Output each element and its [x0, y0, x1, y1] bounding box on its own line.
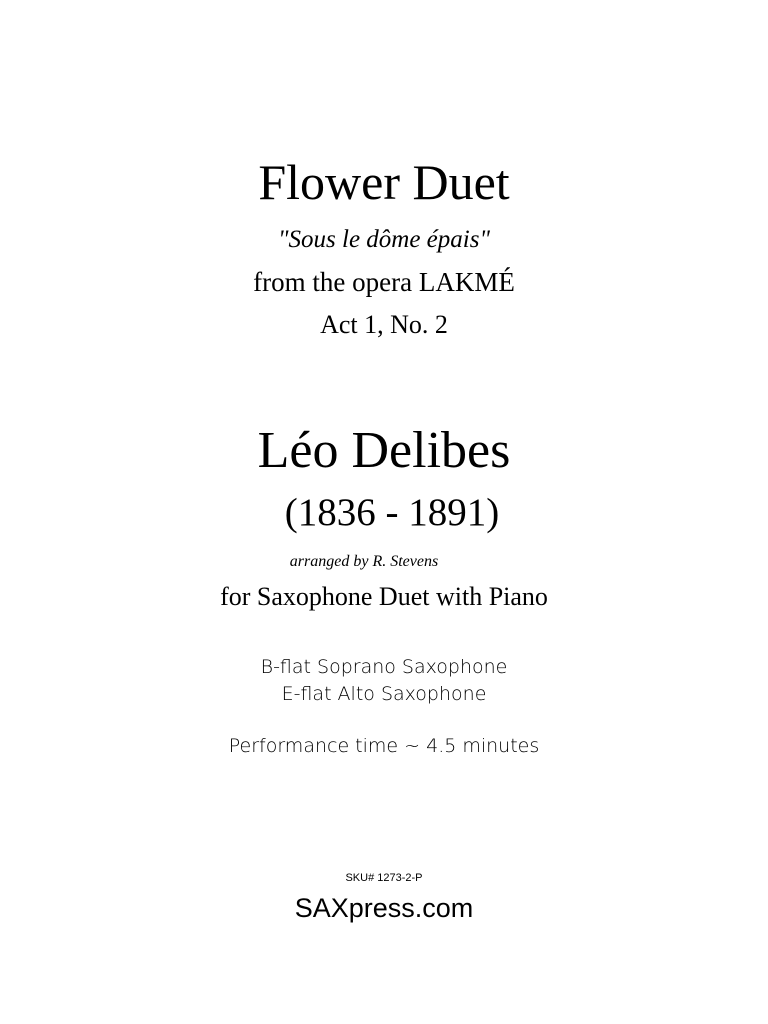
composer-name: Léo Delibes [257, 422, 511, 479]
composer-dates: (1836 - 1891) [284, 491, 500, 534]
act-number: Act 1, No. 2 [320, 310, 448, 339]
arranger-credit: arranged by R. Stevens [289, 553, 439, 570]
piece-subtitle: "Sous le dôme épais" [278, 226, 490, 253]
sku-number: SKU# 1273-2-P [345, 872, 423, 884]
instrumentation-line: for Saxophone Duet with Piano [220, 582, 548, 611]
instrument-soprano: B-flat Soprano Saxophone [260, 656, 508, 678]
instrument-alto: E-flat Alto Saxophone [281, 683, 487, 705]
performance-time: Performance time ~ 4.5 minutes [228, 735, 540, 757]
publisher-website: SAXpress.com [294, 893, 474, 923]
opera-source: from the opera LAKMÉ [253, 267, 515, 297]
piece-title: Flower Duet [258, 154, 510, 210]
